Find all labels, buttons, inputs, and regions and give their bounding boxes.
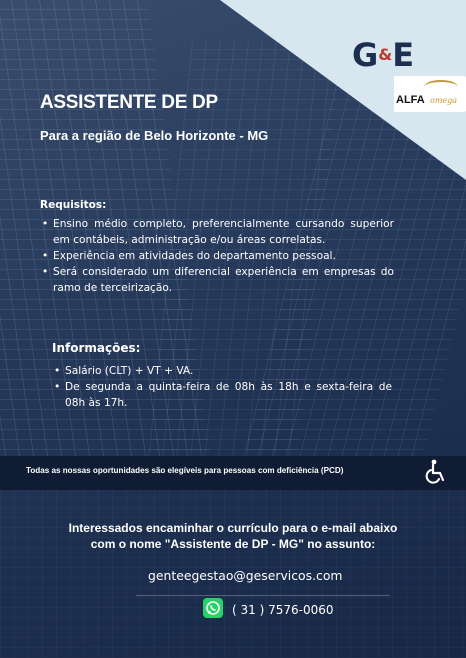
requirements-heading: Requisitos:	[40, 199, 107, 211]
info-item: • Salário (CLT) + VT + VA.	[52, 363, 392, 379]
contact-instruction: Interessados encaminhar o currículo para o e-mail abaixo	[68, 521, 398, 535]
requirement-item: • Ensino médio completo, preferencialmente cursando superior em contábeis, administração e/ou áreas correlatas.	[40, 216, 394, 248]
contact-subject: com o nome "Assistente de DP - MG" no assunto:	[90, 537, 376, 551]
ge-logo: G&E	[352, 36, 414, 74]
info-heading: Informações:	[52, 341, 141, 355]
job-title: ASSISTENTE DE DP	[40, 92, 218, 113]
logo-swirl	[424, 80, 458, 94]
requirements-list	[40, 216, 394, 296]
info-item: • De segunda a quinta-feira de 08h às 18h e sexta-feira de 08h às 17h.	[52, 379, 392, 411]
pcd-notice: Todas as nossas oportunidades são elegíveis para pessoas com deficiência (PCD)	[26, 466, 344, 475]
email-link[interactable]: genteegestao@geservicos.com	[148, 568, 343, 583]
whatsapp-icon	[203, 598, 223, 618]
requirement-item: • Experiência em atividades do departamento pessoal.	[40, 248, 394, 264]
info-list	[52, 363, 392, 411]
alfa-omega-logo: ALFA omega	[394, 76, 466, 112]
job-region: Para a região de Belo Horizonte - MG	[40, 128, 269, 143]
divider	[136, 595, 390, 596]
requirement-item: • Será considerado um diferencial experiência em empresas do ramo de terceirização.	[40, 264, 394, 296]
phone-number[interactable]: ( 31 ) 7576-0060	[232, 603, 334, 617]
wheelchair-icon	[425, 459, 447, 485]
